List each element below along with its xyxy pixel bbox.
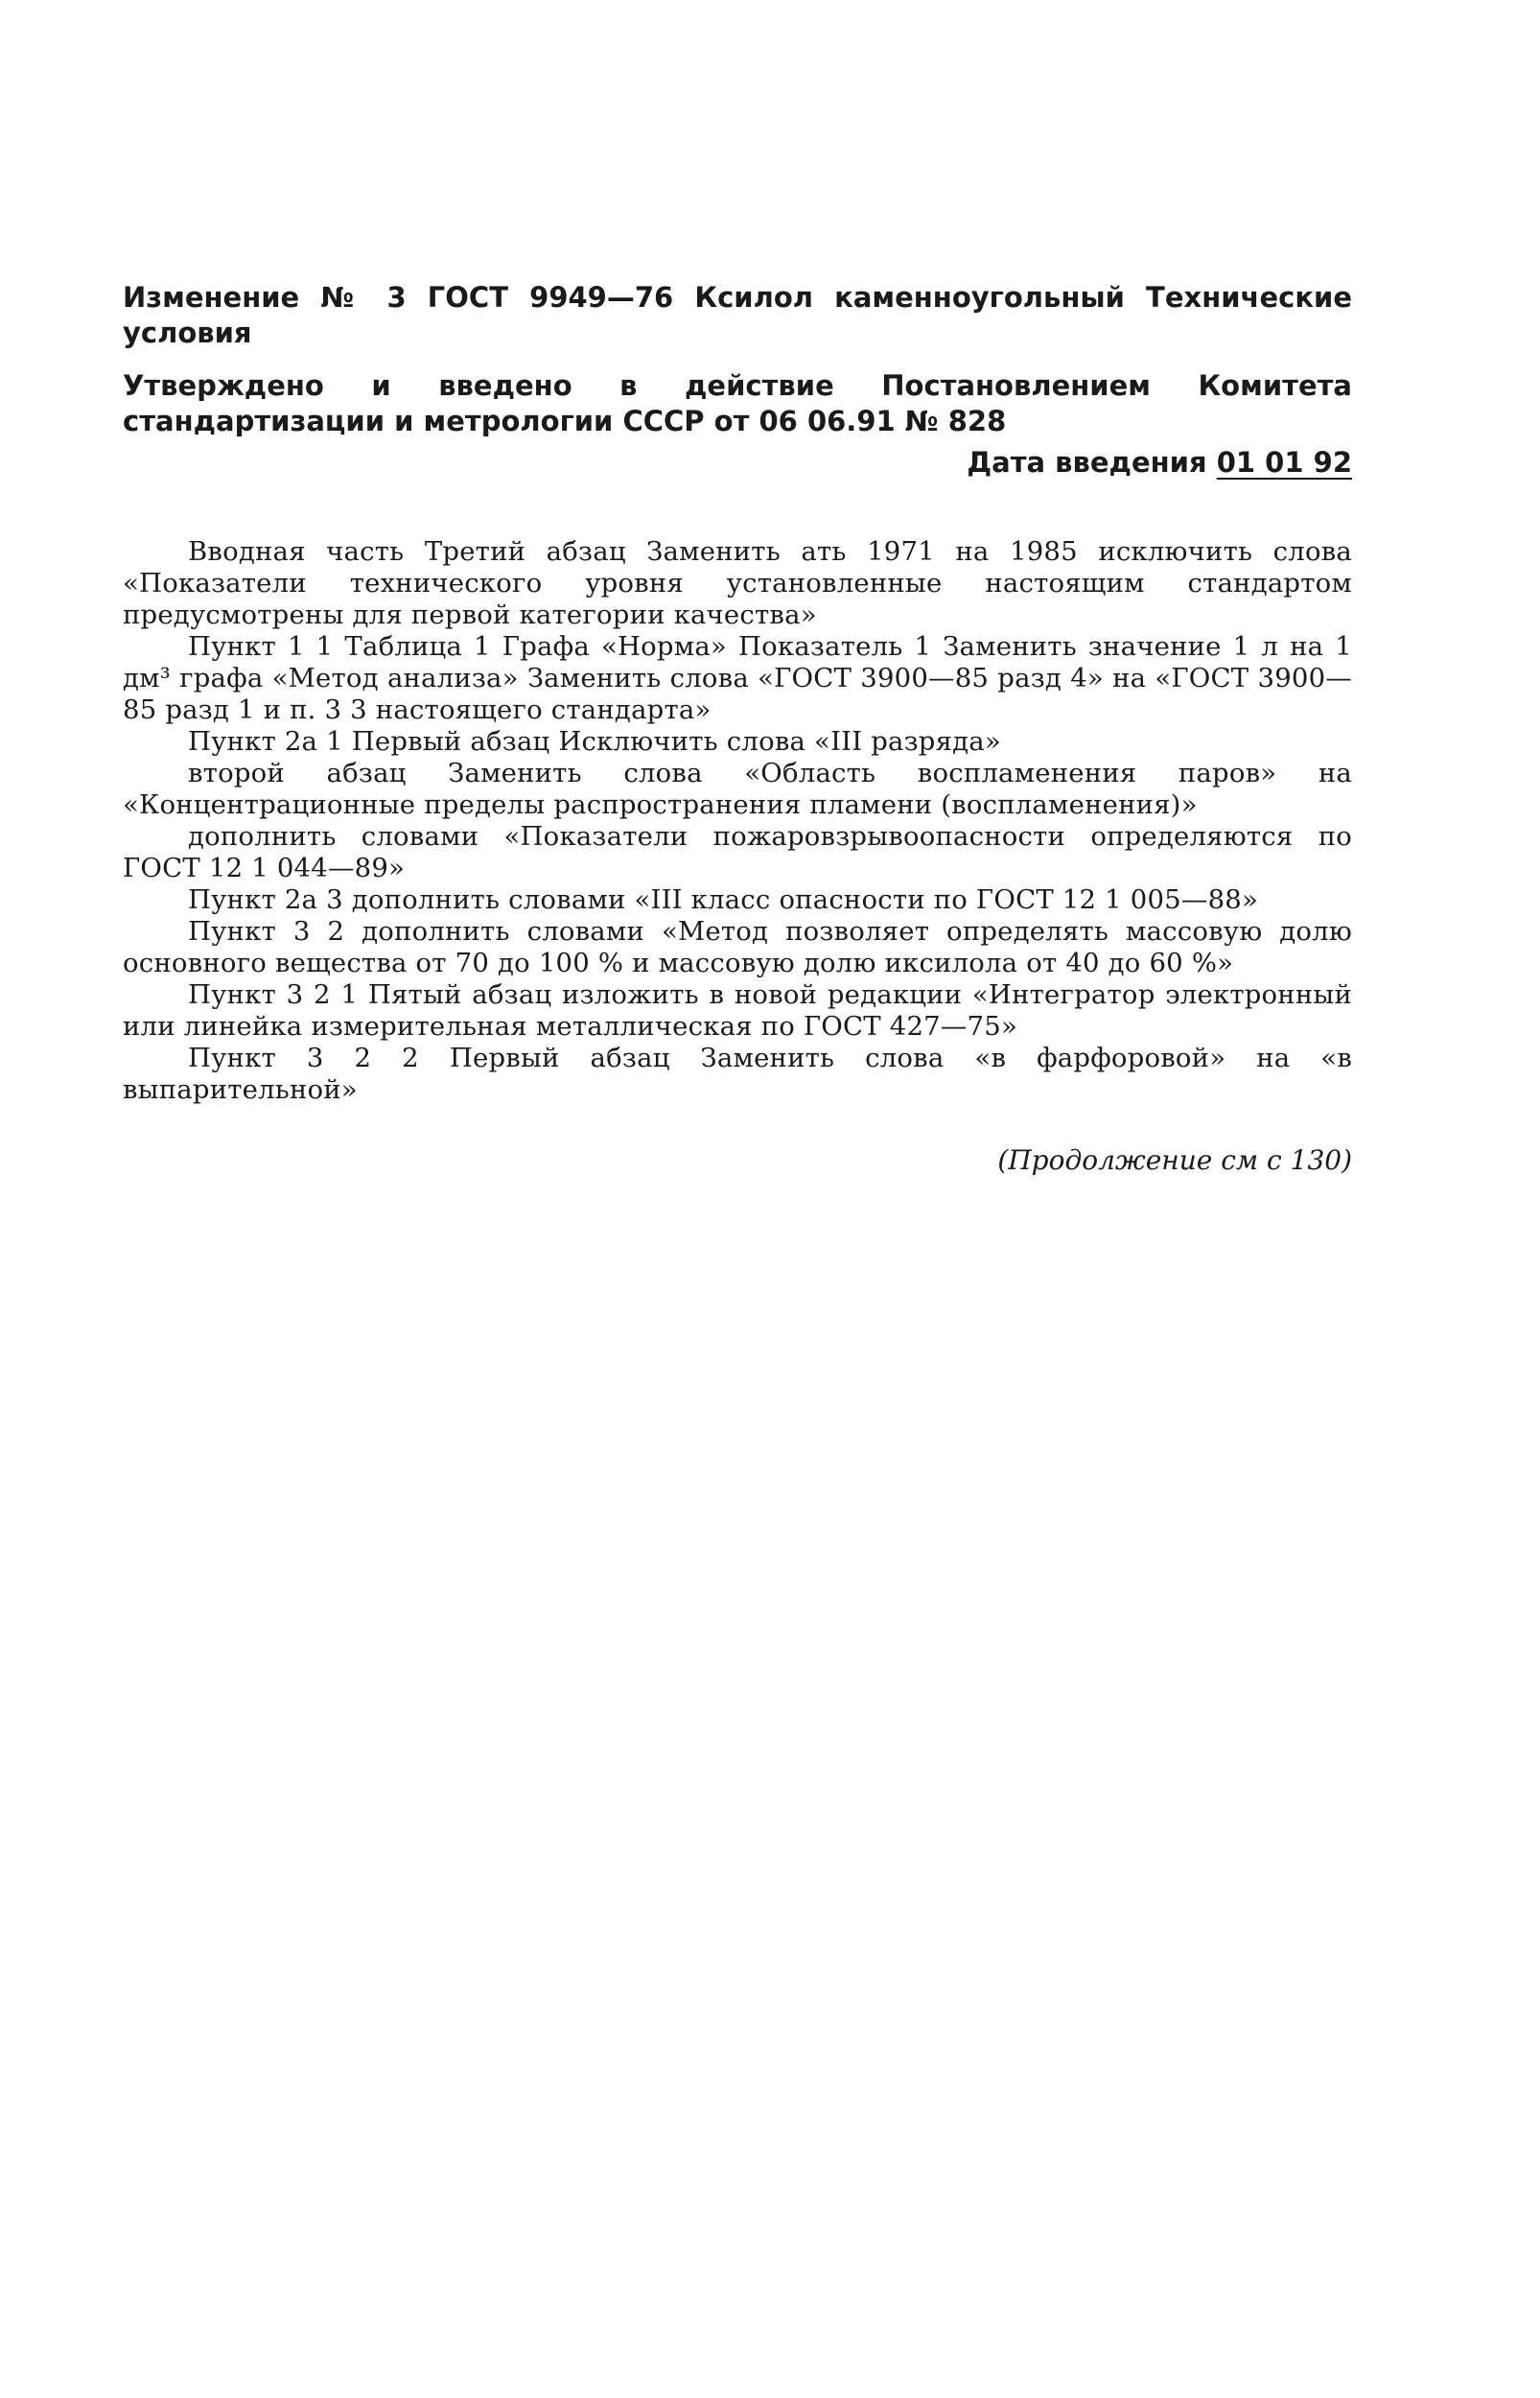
paragraph: Пункт 2а 1 Первый абзац Исключить слова «III разряда» xyxy=(188,726,1001,757)
paragraph: дополнить словами «Показатели пожаровзрывоопасности определяются по ГОСТ 12 1 044—89» xyxy=(123,821,1352,883)
paragraph: Пункт 1 1 Таблица 1 Графа «Норма» Показатель 1 Заменить значение 1 л на 1 дм³ графа «Метод анализа» Заменить слова «ГОСТ 3900—85 разд 4» на «ГОСТ 3900—85 разд 1 и п. 3 3 настоящего стандарта» xyxy=(123,631,1352,725)
paragraph: Пункт 3 2 2 Первый абзац Заменить слова «в фарфоровой» на «в выпарительной» xyxy=(123,1043,1352,1105)
document-title: Изменение № 3 ГОСТ 9949—76 Ксилол каменноугольный Технические условия xyxy=(123,281,1352,349)
paragraph: Пункт 2а 3 дополнить словами «III класс опасности по ГОСТ 12 1 005—88» xyxy=(188,884,1258,915)
paragraph: второй абзац Заменить слова «Область воспламенения паров» на «Концентрационные пределы распространения пламени (воспламенения)» xyxy=(123,758,1352,820)
approval-statement: Утверждено и введено в действие Постановлением Комитета стандартизации и метрологии СССР от 06 06.91 № 828 xyxy=(123,369,1352,437)
paragraph: Вводная часть Третий абзац Заменить ать 1971 на 1985 исключить слова «Показатели технического уровня установленные настоящим стандартом предусмотрены для первой категории качества» xyxy=(123,536,1352,630)
paragraph: Пункт 3 2 дополнить словами «Метод позволяет определять массовую долю основного вещества от 70 до 100 % и массовую долю иксилола от 40 до 60 %» xyxy=(123,916,1352,978)
document-page xyxy=(123,280,1352,1176)
date-value: 01 01 92 xyxy=(1216,446,1352,479)
continuation-note: (Продолжение см с 130) xyxy=(997,1144,1352,1176)
effective-date xyxy=(123,445,1352,481)
date-label: Дата введения xyxy=(967,446,1207,479)
amendment-body xyxy=(123,536,1352,1106)
paragraph: Пункт 3 2 1 Пятый абзац изложить в новой редакции «Интегратор электронный или линейка измерительная металлическая по ГОСТ 427—75» xyxy=(123,979,1352,1042)
